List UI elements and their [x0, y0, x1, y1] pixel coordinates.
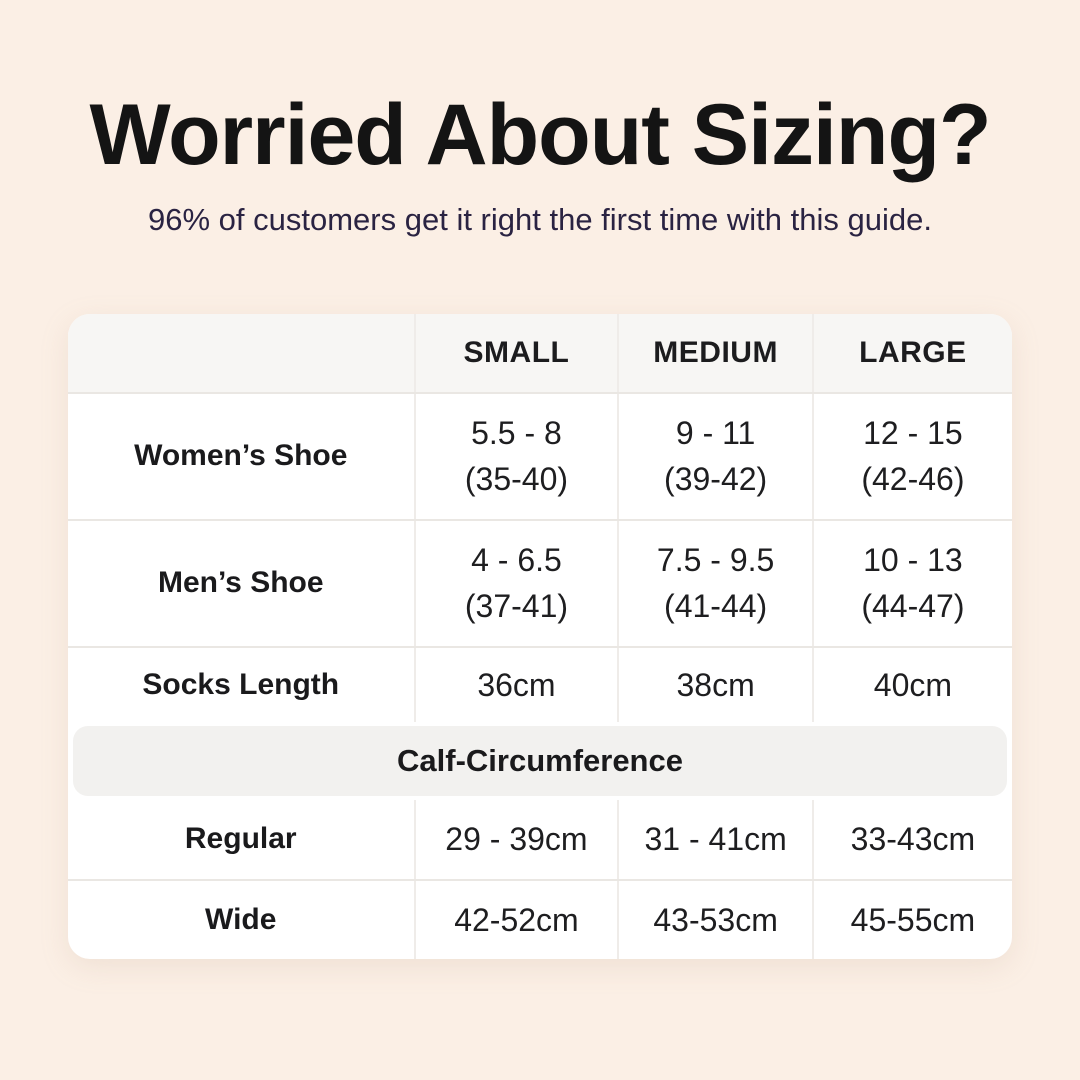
- size-eu: (35-40): [464, 461, 569, 498]
- column-header-small: SMALL: [414, 314, 618, 392]
- womens-small-cell: [414, 394, 618, 519]
- column-header-large: LARGE: [812, 314, 1012, 392]
- socks-small-cell: 36cm: [414, 648, 618, 723]
- row-label: Wide: [205, 902, 277, 936]
- calf-section-row: [68, 722, 1012, 800]
- size-eu: (41-44): [664, 588, 768, 625]
- socks-large-cell: 40cm: [812, 648, 1012, 723]
- size-range: 5.5 - 8: [471, 415, 562, 452]
- wide-large-cell: 45-55cm: [812, 881, 1012, 960]
- size-range: 12 - 15: [863, 415, 963, 452]
- size-range: 4 - 6.5: [471, 542, 562, 579]
- size-range: 9 - 11: [675, 415, 756, 452]
- mens-small-cell: [414, 521, 618, 646]
- table-row-wide: [68, 879, 1012, 960]
- table-row-womens-shoe: [68, 392, 1012, 519]
- page-title: Worried About Sizing?: [89, 87, 991, 183]
- size-eu: (37-41): [464, 588, 569, 625]
- womens-large-cell: [812, 394, 1012, 519]
- sizing-table: [68, 314, 1012, 959]
- calf-section-title: Calf-Circumference: [73, 726, 1007, 796]
- row-label: Socks Length: [142, 668, 340, 702]
- size-range: 7.5 - 9.5: [656, 542, 775, 579]
- womens-medium-cell: [617, 394, 811, 519]
- wide-small-cell: 42-52cm: [414, 881, 618, 960]
- table-row-socks-length: [68, 646, 1012, 723]
- mens-medium-cell: [617, 521, 811, 646]
- row-label: Men’s Shoe: [157, 566, 324, 600]
- hero-section: [0, 0, 1080, 238]
- column-header-medium: MEDIUM: [617, 314, 811, 392]
- table-row-regular: [68, 800, 1012, 879]
- row-label: Women’s Shoe: [134, 439, 348, 473]
- size-eu: (42-46): [861, 461, 965, 498]
- regular-small-cell: 29 - 39cm: [414, 800, 618, 879]
- page-subtitle: 96% of customers get it right the first time with this guide.: [148, 202, 932, 237]
- row-label: Regular: [184, 822, 297, 856]
- size-eu: (39-42): [664, 461, 768, 498]
- socks-medium-cell: 38cm: [617, 648, 811, 723]
- table-header-row: [68, 314, 1012, 392]
- header-empty-cell: [68, 314, 414, 392]
- size-range: 10 - 13: [863, 542, 963, 579]
- table-row-mens-shoe: [68, 519, 1012, 646]
- regular-medium-cell: 31 - 41cm: [617, 800, 811, 879]
- mens-large-cell: [812, 521, 1012, 646]
- regular-large-cell: 33-43cm: [812, 800, 1012, 879]
- size-eu: (44-47): [861, 588, 965, 625]
- wide-medium-cell: 43-53cm: [617, 881, 811, 960]
